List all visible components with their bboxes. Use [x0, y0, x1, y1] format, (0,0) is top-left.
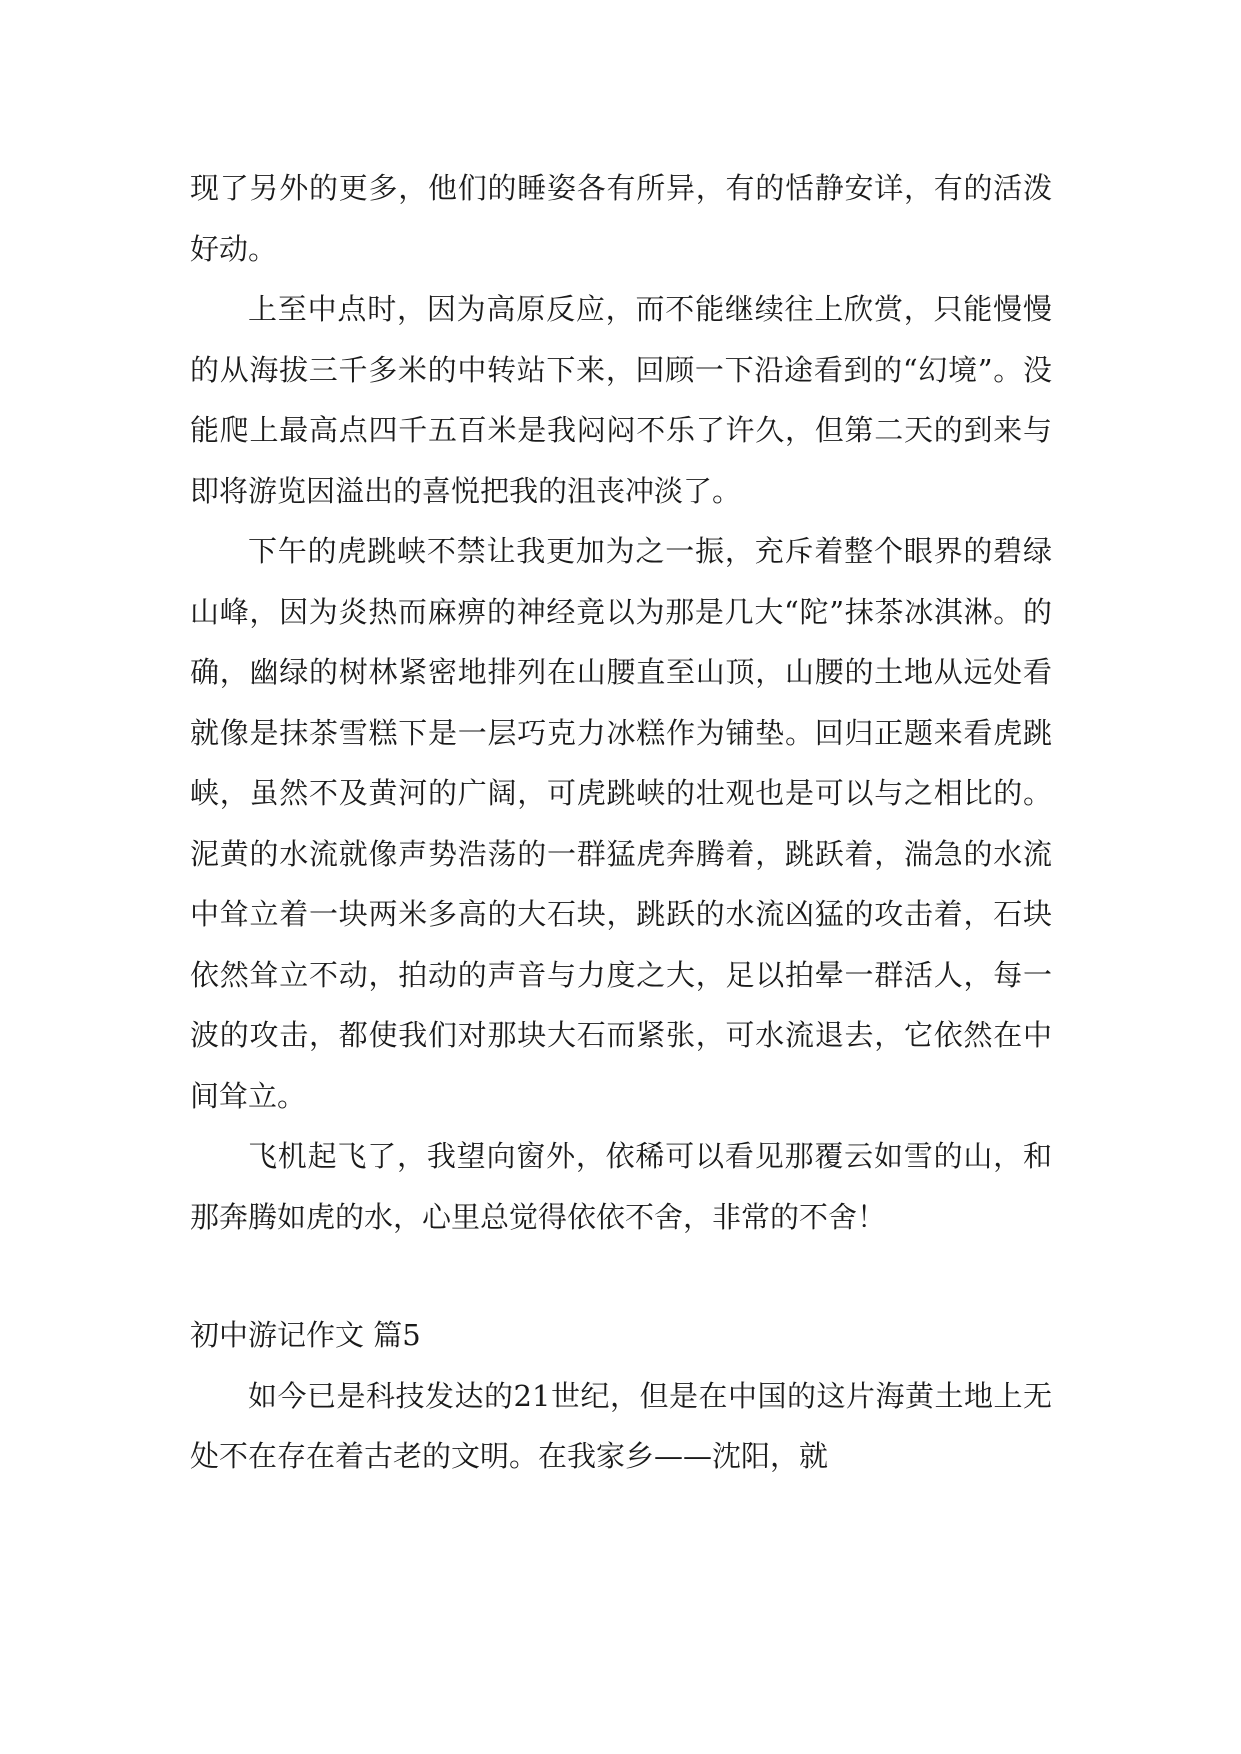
paragraph-4: 飞机起飞了，我望向窗外，依稀可以看见那覆云如雪的山，和那奔腾如虎的水，心里总觉得依依不舍，非常的不舍！ [190, 1139, 1052, 1234]
document-body [190, 158, 1052, 1487]
section-heading: 初中游记作文 篇5 [190, 1318, 421, 1352]
paragraph-5: 如今已是科技发达的21世纪，但是在中国的这片海黄土地上无处不在存在着古老的文明。在我家乡——沈阳，就 [190, 1378, 1052, 1473]
paragraph-3: 下午的虎跳峡不禁让我更加为之一振，充斥着整个眼界的碧绿山峰，因为炎热而麻痹的神经竟以为那是几大“陀”抹茶冰淇淋。的确，幽绿的树林紧密地排列在山腰直至山顶，山腰的土地从远处看就像是抹茶雪糕下是一层巧克力冰糕作为铺垫。回归正题来看虎跳峡，虽然不及黄河的广阔，可虎跳峡的壮观也是可以与之相比的。泥黄的水流就像声势浩荡的一群猛虎奔腾着，跳跃着，湍急的水流中耸立着一块两米多高的大石块，跳跃的水流凶猛的攻击着，石块依然耸立不动，拍动的声音与力度之大，足以拍晕一群活人，每一波的攻击，都使我们对那块大石而紧张，可水流退去，它依然在中间耸立。 [190, 534, 1052, 1113]
section-gap [190, 1247, 1052, 1305]
paragraph-2: 上至中点时，因为高原反应，而不能继续往上欣赏，只能慢慢的从海拔三千多米的中转站下来，回顾一下沿途看到的“幻境”。没能爬上最高点四千五百米是我闷闷不乐了许久，但第二天的到来与即将游览因溢出的喜悦把我的沮丧冲淡了。 [190, 292, 1052, 508]
paragraph-1: 现了另外的更多，他们的睡姿各有所异，有的恬静安详，有的活泼好动。 [190, 171, 1052, 266]
